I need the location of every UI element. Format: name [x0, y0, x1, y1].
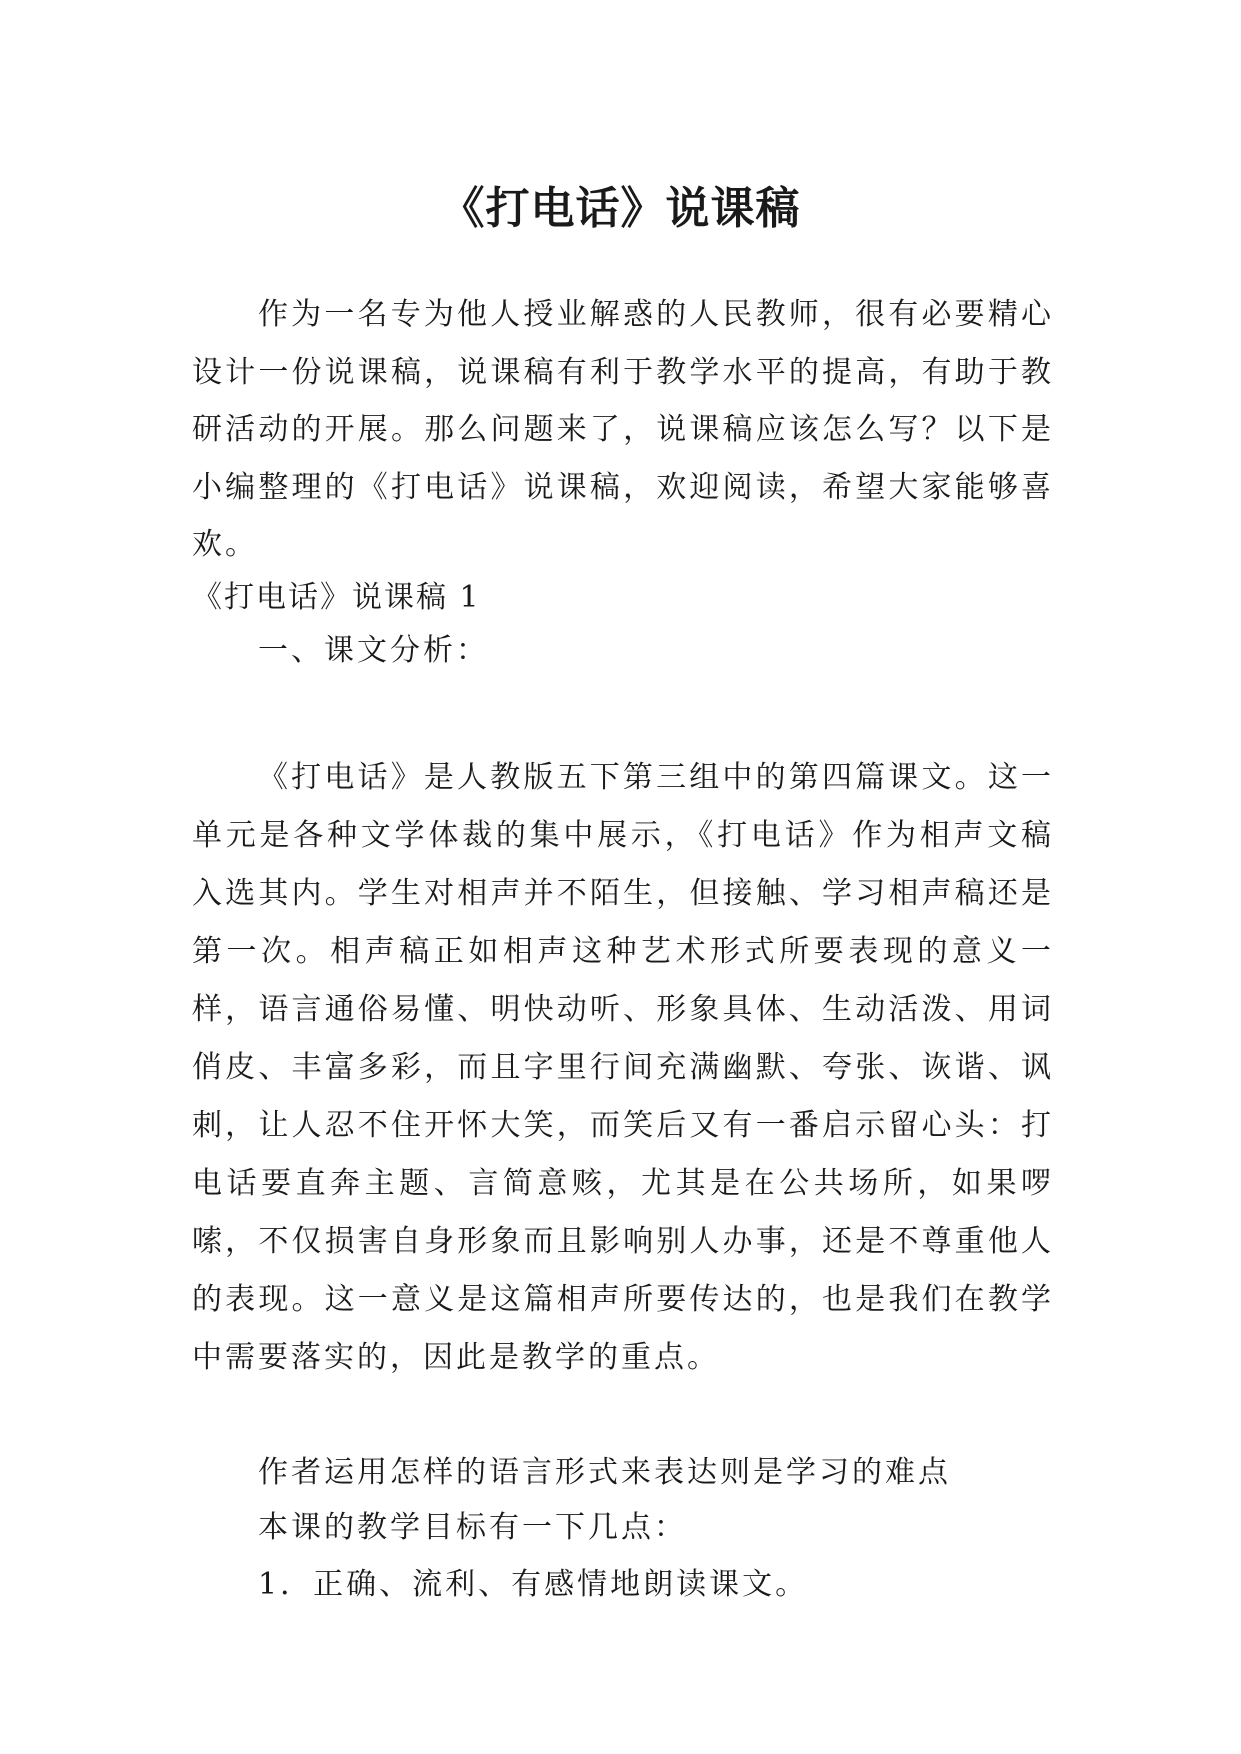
analysis-paragraph: 《打电话》是人教版五下第三组中的第四篇课文。这一单元是各种文学体裁的集中展示，《打电话》作为相声文稿入选其内。学生对相声并不陌生，但接触、学习相声稿还是第一次。相声稿正如相声这种艺术形式所要表现的意义一样，语言通俗易懂、明快动听、形象具体、生动活泼、用词俏皮、丰富多彩，而且字里行间充满幽默、夸张、诙谐、讽刺，让人忍不住开怀大笑，而笑后又有一番启示留心头：打电话要直奔主题、言简意赅，尤其是在公共场所，如果啰嗦，不仅损害自身形象而且影响别人办事，还是不尊重他人的表现。这一意义是这篇相声所要传达的，也是我们在教学中需要落实的，因此是教学的重点。 — [192, 760, 1054, 1375]
intro-paragraph: 作为一名专为他人授业解惑的人民教师，很有必要精心设计一份说课稿，说课稿有利于教学水平的提高，有助于教研活动的开展。那么问题来了，说课稿应该怎么写？以下是小编整理的《打电话》说课稿，欢迎阅读，希望大家能够喜欢。 — [192, 297, 1054, 562]
document-title: 《打电话》说课稿 — [440, 183, 801, 235]
subsection-heading: 一、课文分析： — [258, 633, 489, 668]
section-heading: 《打电话》说课稿 1 — [192, 580, 481, 615]
goal-item-1: 1．正确、流利、有感情地朗读课文。 — [258, 1567, 809, 1602]
goals-intro: 本课的教学目标有一下几点： — [258, 1510, 687, 1545]
difficulty-line: 作者运用怎样的语言形式来表达则是学习的难点 — [258, 1455, 951, 1490]
